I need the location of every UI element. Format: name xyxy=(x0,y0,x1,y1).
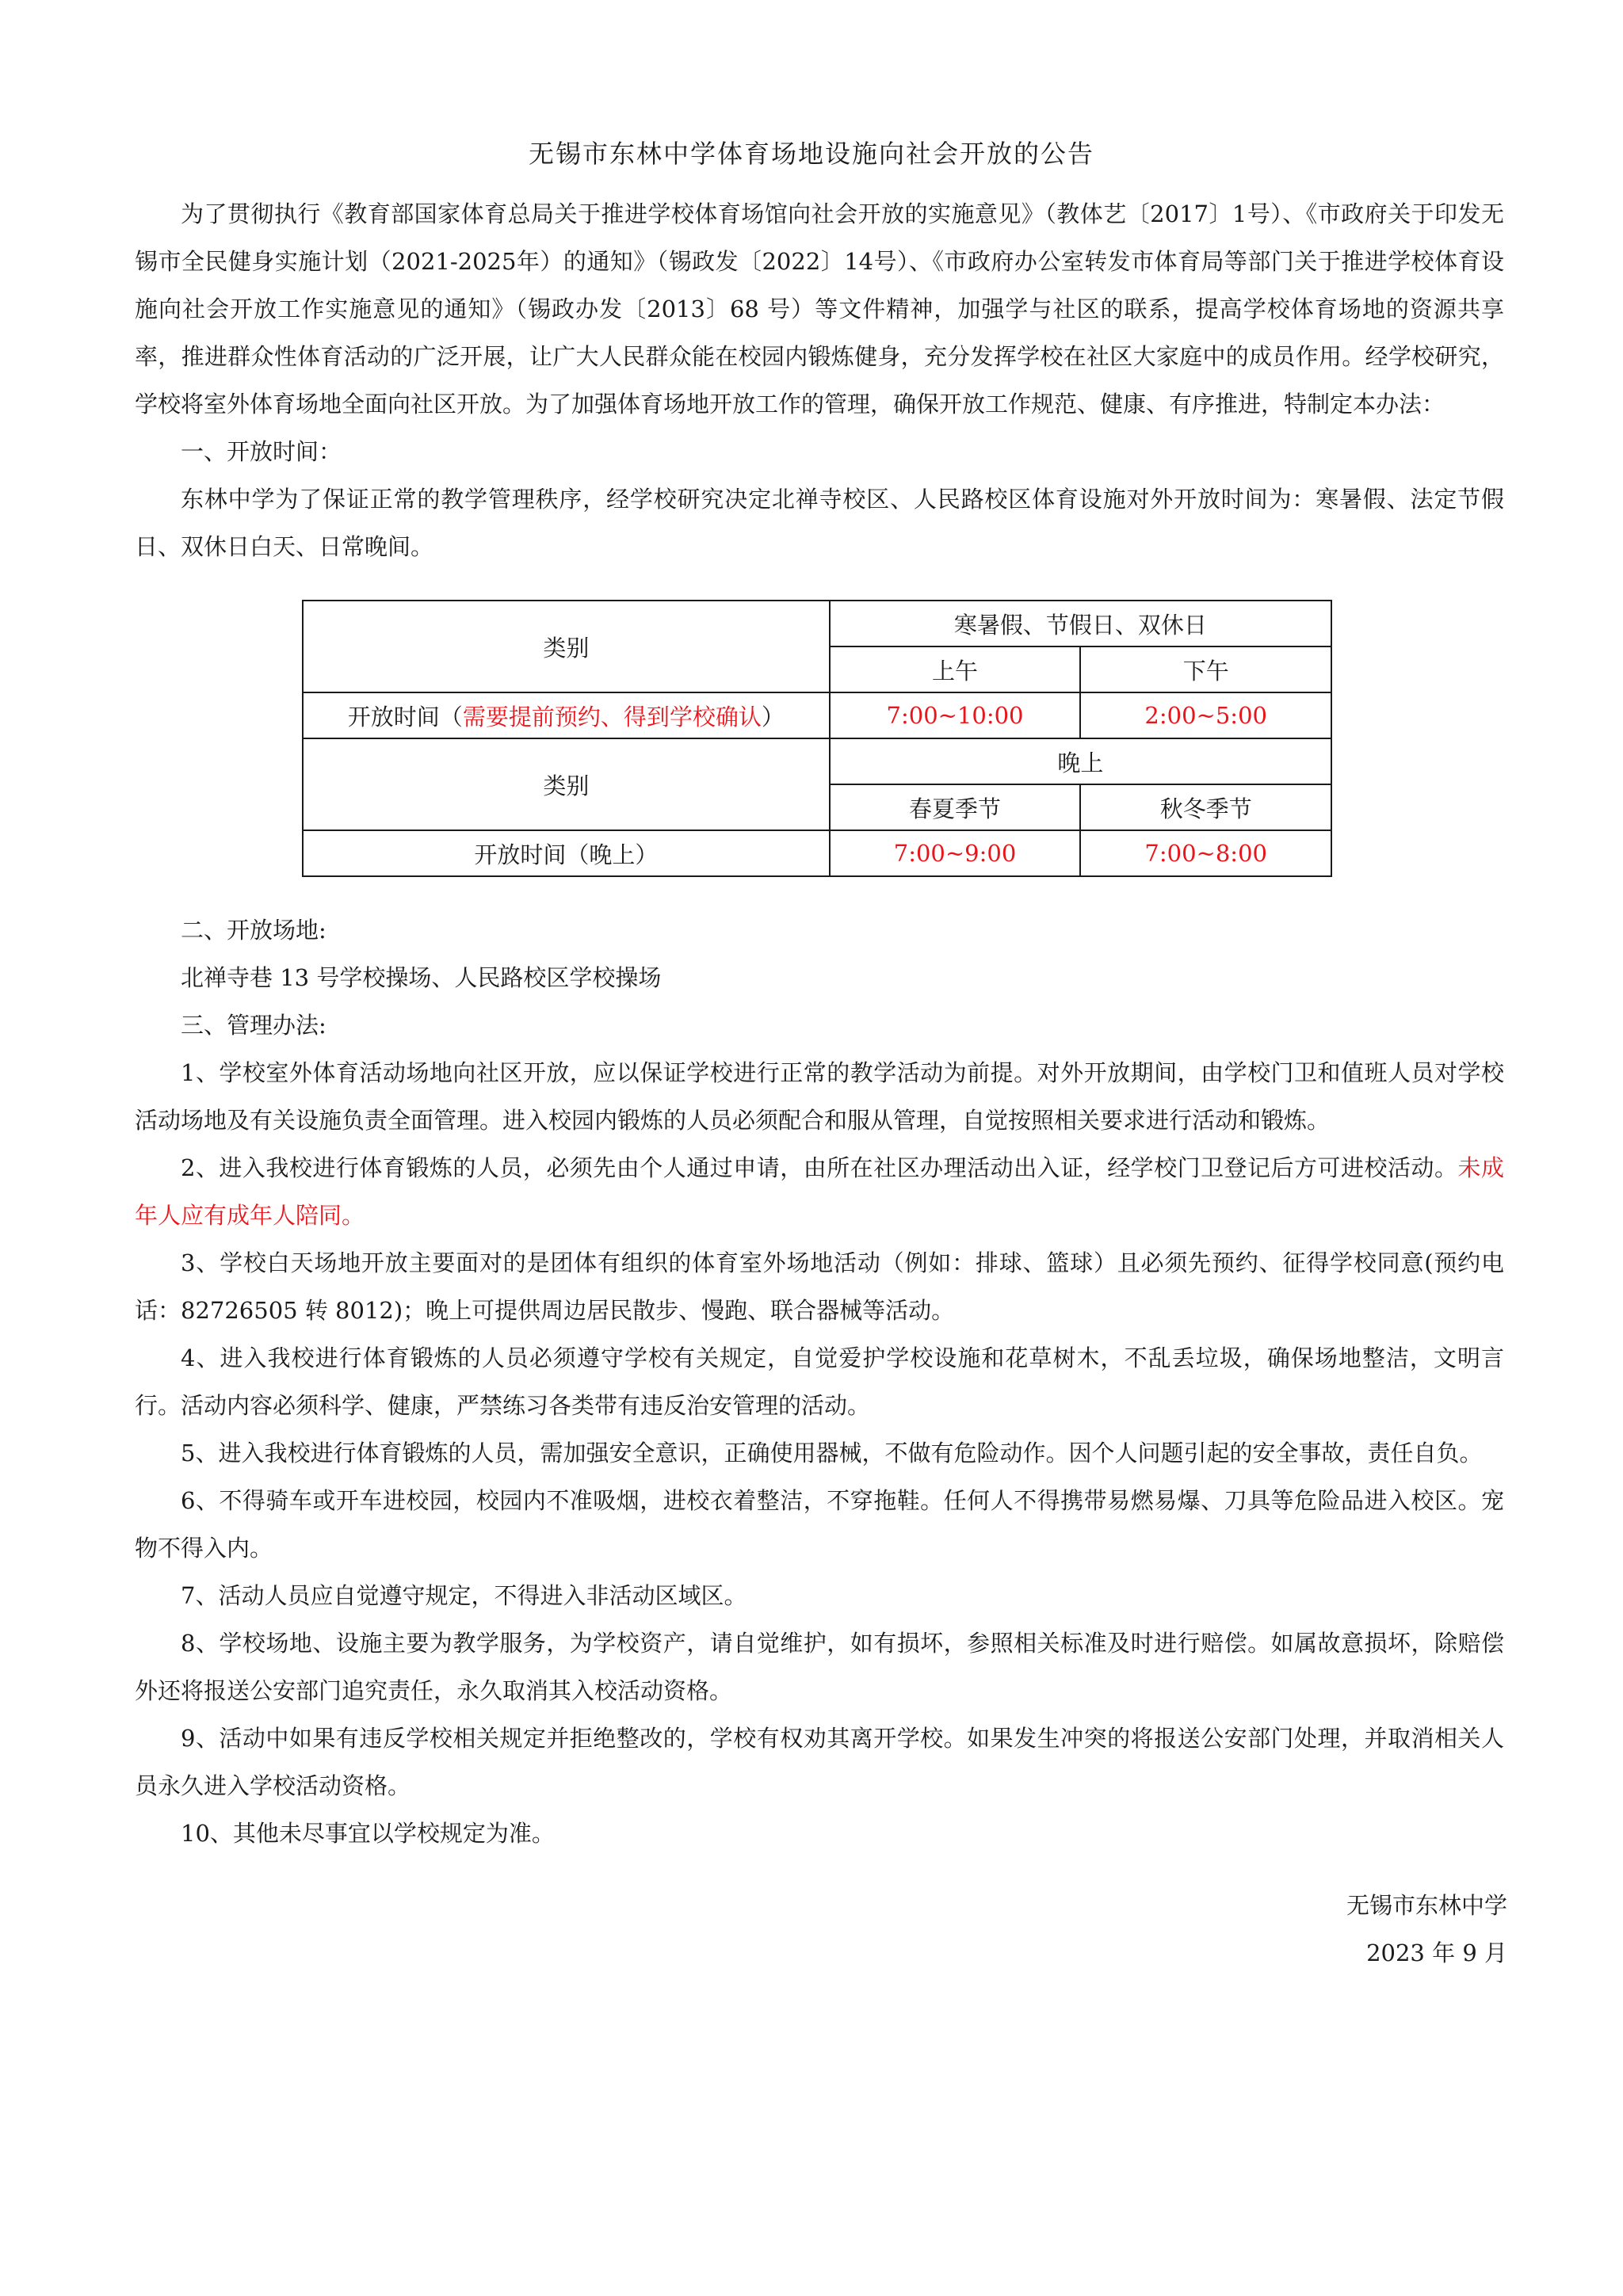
table-row xyxy=(303,692,1331,738)
rule-item: 1、学校室外体育活动场地向社区开放，应以保证学校进行正常的教学活动为前提。对外开放期间，由学校门卫和值班人员对学校活动场地及有关设施负责全面管理。进入校园内锻炼的人员必须配合和服从管理，自觉按照相关要求进行活动和锻炼。 xyxy=(135,1059,1504,1134)
document-body-top xyxy=(135,190,1504,570)
rule-item: 9、活动中如果有违反学校相关规定并拒绝整改的，学校有权劝其离开学校。如果发生冲突的将报送公安部门处理，并取消相关人员永久进入学校活动资格。 xyxy=(135,1725,1504,1799)
section2-paragraph: 北禅寺巷 13 号学校操场、人民路校区学校操场 xyxy=(181,964,662,991)
intro-paragraph: 为了贯彻执行《教育部国家体育总局关于推进学校体育场馆向社会开放的实施意见》（教体艺〔2017〕1号）、《市政府关于印发无锡市全民健身实施计划（2021-2025年）的通知》（锡政发〔2022〕14号）、《市政府办公室转发市体育局等部门关于推进学校体育设施向社会开放工作实施意见的通知》（锡政办发〔2013〕68 号）等文件精神，加强学与社区的联系，提高学校体育场地的资源共享率，推进群众性体育活动的广泛开展，让广大人民群众能在校园内锻炼健身，充分发挥学校在社区大家庭中的成员作用。经学校研究，学校将室外体育场地全面向社区开放。为了加强体育场地开放工作的管理，确保开放工作规范、健康、有序推进，特制定本办法： xyxy=(135,200,1504,418)
signature-org: 无锡市东林中学 xyxy=(1346,1892,1507,1919)
rule-item: 10、其他未尽事宜以学校规定为准。 xyxy=(181,1820,555,1847)
rule-item xyxy=(135,1144,1504,1239)
table-cell-autumn-header: 秋冬季节 xyxy=(1080,784,1331,830)
section3-heading: 三、管理办法: xyxy=(181,1012,327,1039)
rule-notice: 未成年人应有成年人陪同。 xyxy=(135,1154,1504,1229)
table-cell-daytime-label xyxy=(303,692,830,738)
table-cell-pm-time: 2:00~5:00 xyxy=(1080,692,1331,738)
label-prefix: 开放时间（ xyxy=(347,703,463,730)
section1-paragraph: 东林中学为了保证正常的教学管理秩序，经学校研究决定北禅寺校区、人民路校区体育设施对外开放时间为：寒暑假、法定节假日、双休日白天、日常晚间。 xyxy=(135,486,1504,560)
table-cell-group: 寒暑假、节假日、双休日 xyxy=(830,601,1331,646)
table-cell-pm-header: 下午 xyxy=(1080,646,1331,692)
table-cell-evening-label: 开放时间（晚上） xyxy=(303,830,830,876)
section1-heading: 一、开放时间： xyxy=(181,438,342,465)
rule-item: 3、学校白天场地开放主要面对的是团体有组织的体育室外场地活动（例如：排球、篮球）且必须先预约、征得学校同意(预约电话：82726505 转 8012)；晚上可提供周边居民散步、慢跑、联合器械等活动。 xyxy=(135,1249,1504,1324)
signature-date: 2023 年 9 月 xyxy=(1366,1939,1507,1966)
table-cell-autumn-time: 7:00~8:00 xyxy=(1080,830,1331,876)
table-row xyxy=(303,738,1331,784)
table-row xyxy=(303,601,1331,646)
label-suffix: ） xyxy=(761,703,785,730)
rule-item: 5、进入我校进行体育锻炼的人员，需加强安全意识，正确使用器械，不做有危险动作。因个人问题引起的安全事故，责任自负。 xyxy=(181,1440,1483,1466)
table-cell-spring-time: 7:00~9:00 xyxy=(830,830,1081,876)
table-cell-am-header: 上午 xyxy=(830,646,1081,692)
document-body-bottom xyxy=(135,906,1504,1857)
table-cell-evening-group: 晚上 xyxy=(830,738,1331,784)
table-cell-am-time: 7:00~10:00 xyxy=(830,692,1081,738)
table-cell-spring-header: 春夏季节 xyxy=(830,784,1081,830)
rule-item: 4、进入我校进行体育锻炼的人员必须遵守学校有关规定，自觉爱护学校设施和花草树木，不乱丢垃圾，确保场地整洁，文明言行。活动内容必须科学、健康，严禁练习各类带有违反治安管理的活动。 xyxy=(135,1344,1504,1419)
rule-item: 7、活动人员应自觉遵守规定，不得进入非活动区域区。 xyxy=(181,1582,747,1609)
document-title: 无锡市东林中学体育场地设施向社会开放的公告 xyxy=(528,139,1094,169)
table-cell-category: 类别 xyxy=(303,601,830,692)
rule-item: 6、不得骑车或开车进校园，校园内不准吸烟，进校衣着整洁，不穿拖鞋。任何人不得携带易燃易爆、刀具等危险品进入校区。宠物不得入内。 xyxy=(135,1487,1504,1562)
schedule-table xyxy=(302,600,1332,877)
table-row xyxy=(303,830,1331,876)
rule-text: 2、进入我校进行体育锻炼的人员，必须先由个人通过申请，由所在社区办理活动出入证，经学校门卫登记后方可进校活动。 xyxy=(181,1154,1458,1181)
label-notice: 需要提前预约、得到学校确认 xyxy=(462,703,762,730)
section2-heading: 二、开放场地: xyxy=(181,917,327,944)
table-cell-category: 类别 xyxy=(303,738,830,830)
rule-item: 8、学校场地、设施主要为教学服务，为学校资产，请自觉维护，如有损坏，参照相关标准及时进行赔偿。如属故意损坏，除赔偿外还将报送公安部门追究责任，永久取消其入校活动资格。 xyxy=(135,1630,1504,1704)
